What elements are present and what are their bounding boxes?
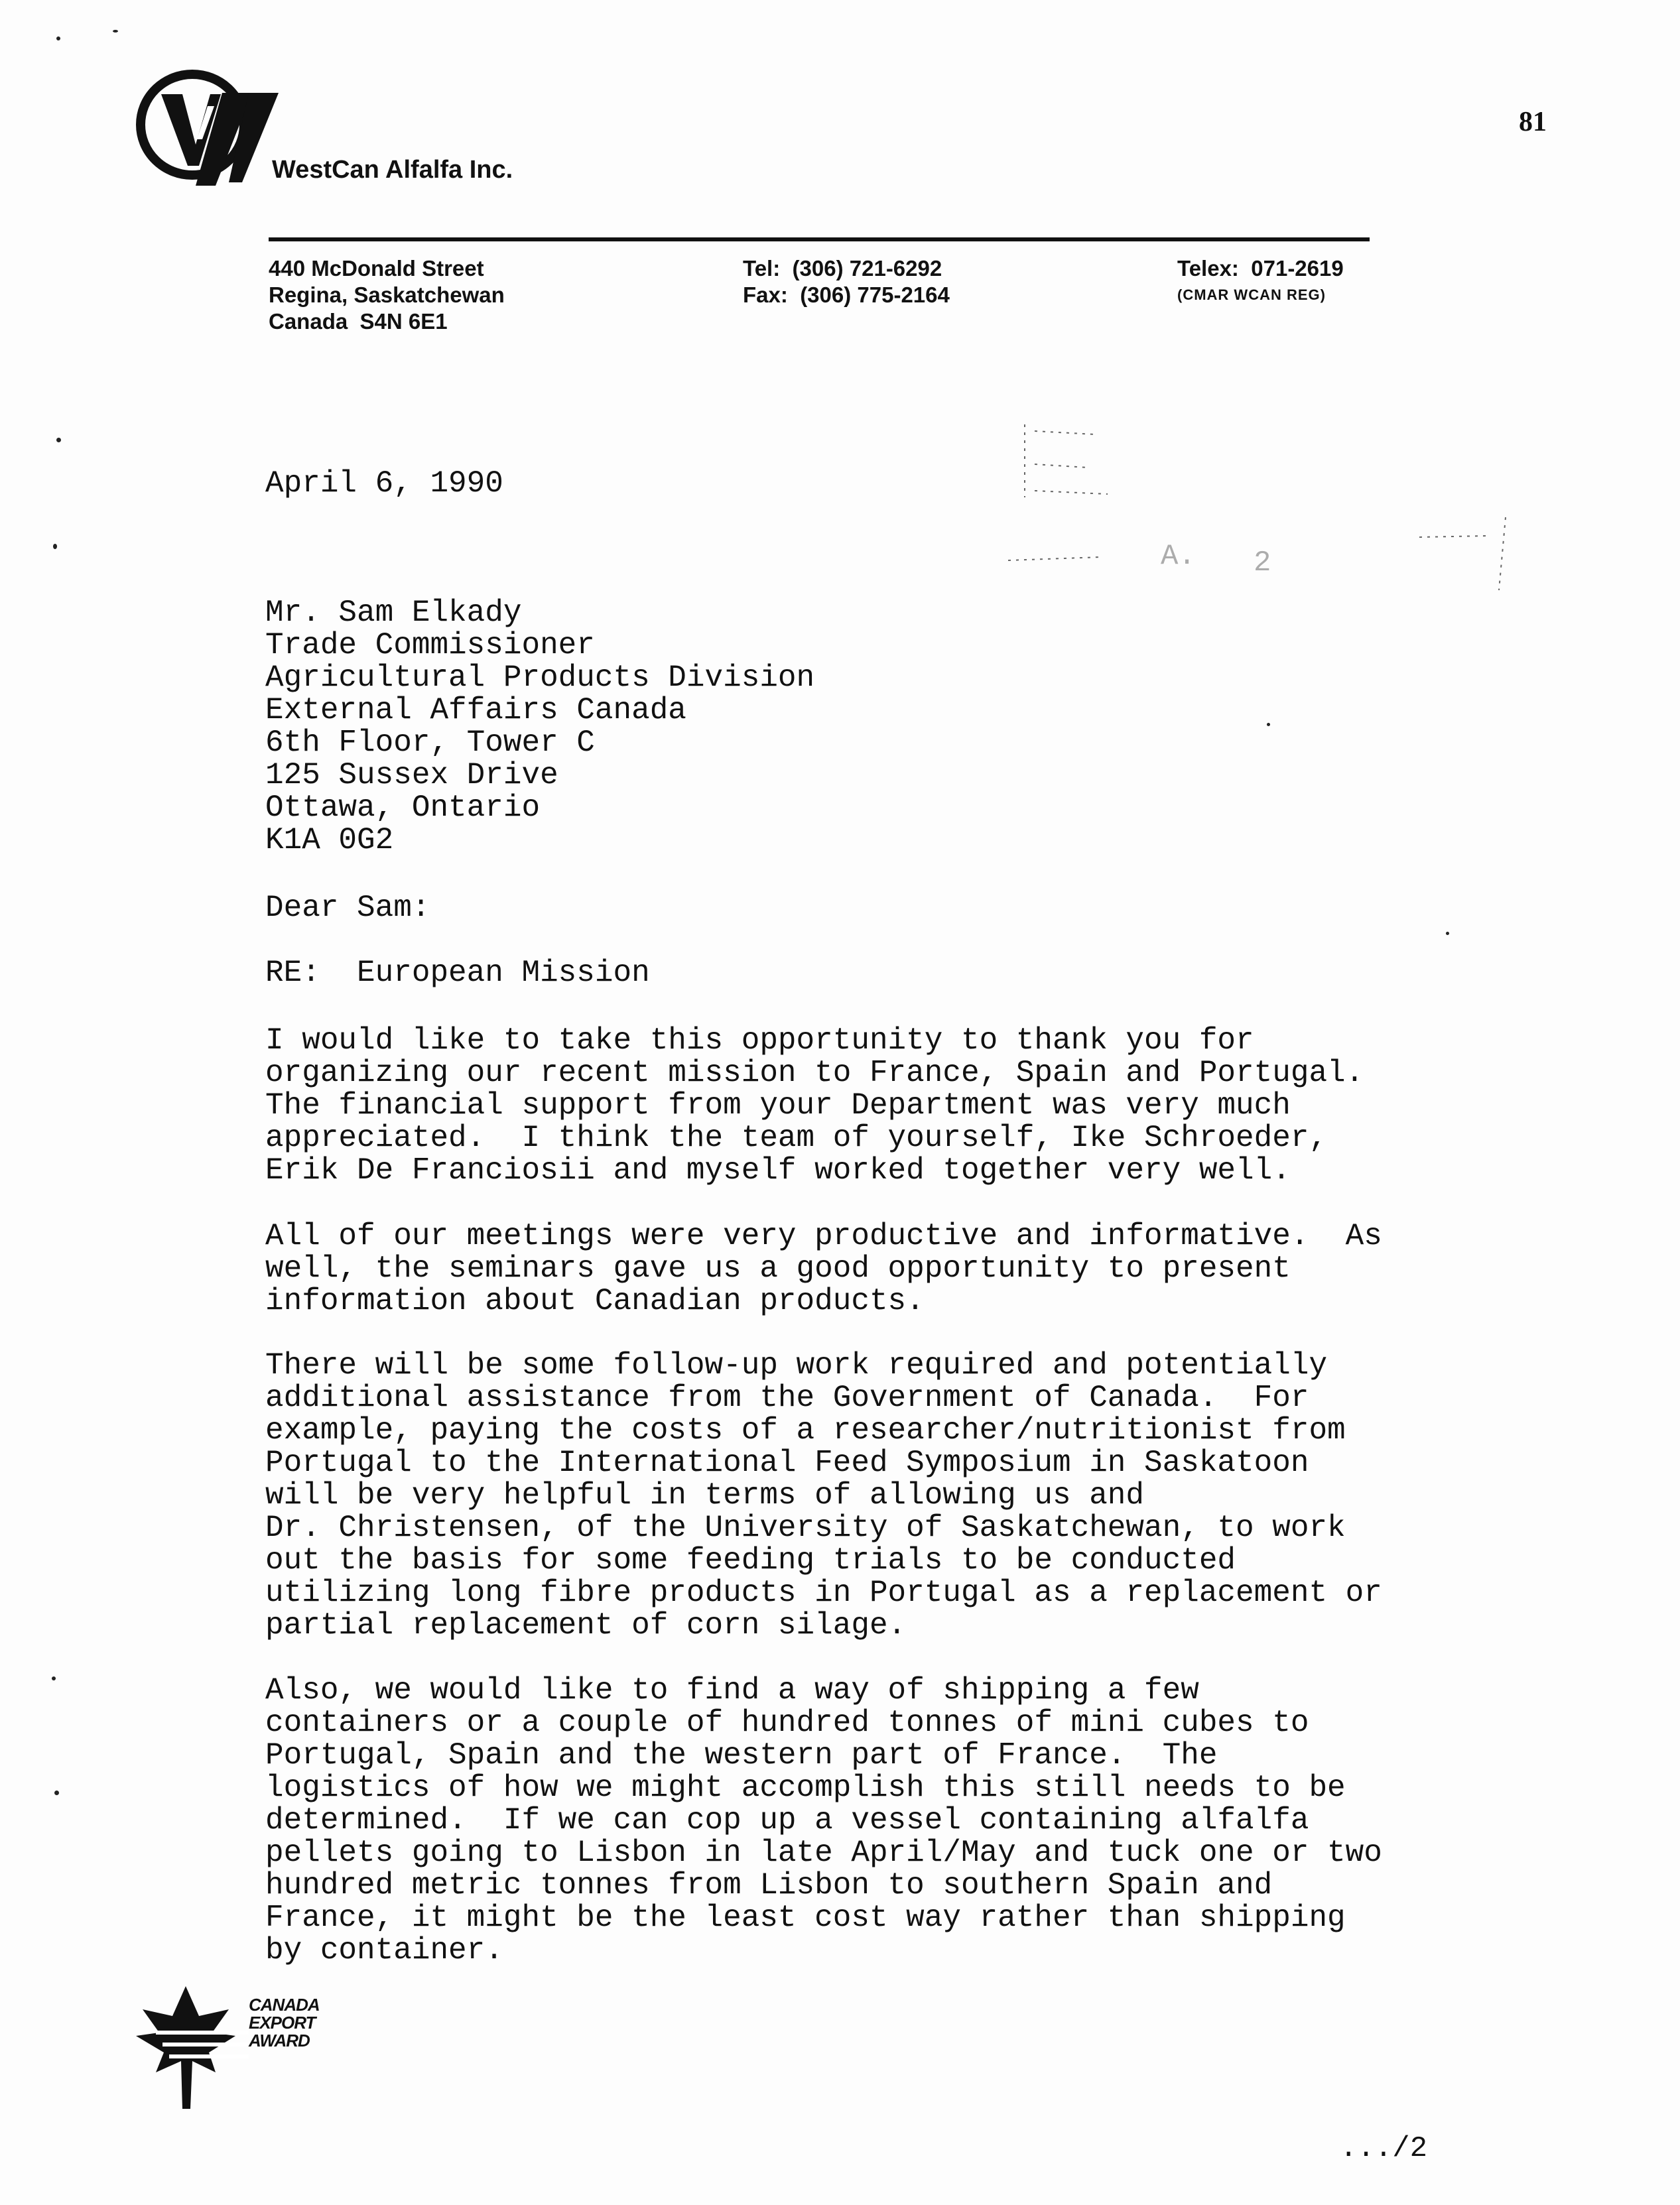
text-line: example, paying the costs of a researcher/nutritionist from	[265, 1413, 1346, 1448]
text-line: The financial support from your Department was very much	[265, 1088, 1291, 1123]
text-line: out the basis for some feeding trials to be conducted	[265, 1543, 1236, 1578]
text-line: determined. If we can cop up a vessel containing alfalfa	[265, 1803, 1309, 1838]
scan-speck	[56, 36, 60, 40]
fax-line: Fax: (306) 775-2164	[743, 283, 950, 307]
recipient-line: K1A 0G2	[265, 823, 394, 857]
award-line: CANADA	[249, 1995, 320, 2015]
text-line: Dr. Christensen, of the University of Saskatchewan, to work	[265, 1511, 1346, 1545]
letterhead-divider	[269, 237, 1370, 241]
recipient-line: Mr. Sam Elkady	[265, 596, 522, 630]
recipient-line: Agricultural Products Division	[265, 661, 815, 695]
text-line: information about Canadian products.	[265, 1284, 925, 1318]
telex-line: Telex: 071-2619	[1177, 256, 1344, 281]
paragraph-2	[265, 1220, 1382, 1318]
scan-speck	[54, 1791, 59, 1795]
text-line: containers or a couple of hundred tonnes of mini cubes to	[265, 1706, 1309, 1740]
text-line: All of our meetings were very productive and informative. As	[265, 1219, 1382, 1253]
scan-speck	[113, 30, 118, 32]
text-line: There will be some follow-up work required and potentially	[265, 1348, 1328, 1383]
text-line: partial replacement of corn silage.	[265, 1608, 907, 1643]
text-line: I would like to take this opportunity to thank you for	[265, 1023, 1254, 1058]
text-line: logistics of how we might accomplish this still needs to be	[265, 1771, 1346, 1805]
continued-marker: .../2	[1340, 2132, 1428, 2165]
text-line: will be very helpful in terms of allowing us and	[265, 1478, 1145, 1513]
recipient-address	[265, 597, 814, 857]
text-line: Erik De Franciosii and myself worked together very well.	[265, 1153, 1291, 1188]
scan-speck	[56, 438, 61, 442]
company-telex	[1177, 255, 1344, 308]
award-line: EXPORT	[249, 2013, 316, 2033]
telex-code: (CMAR WCAN REG)	[1177, 286, 1326, 303]
svg-text:A.: A.	[1161, 540, 1196, 573]
text-line: utilizing long fibre products in Portugal as a replacement or	[265, 1576, 1382, 1610]
page-number: 81	[1519, 107, 1547, 137]
address-line: Regina, Saskatchewan	[269, 283, 505, 307]
company-address	[269, 255, 505, 335]
received-stamp-icon	[995, 418, 1512, 590]
scan-speck	[52, 1676, 56, 1680]
text-line: Also, we would like to find a way of shipping a few	[265, 1673, 1199, 1708]
westcan-logo-icon	[136, 66, 279, 189]
scan-speck	[1446, 932, 1449, 935]
recipient-line: Trade Commissioner	[265, 628, 595, 662]
company-phone	[743, 255, 950, 308]
recipient-line: Ottawa, Ontario	[265, 790, 541, 825]
letter-date: April 6, 1990	[265, 466, 503, 501]
paragraph-4	[265, 1674, 1382, 1967]
text-line: organizing our recent mission to France, Spain and Portugal.	[265, 1056, 1364, 1090]
text-line: pellets going to Lisbon in late April/May and tuck one or two	[265, 1836, 1382, 1870]
text-line: Portugal to the International Feed Symposium in Saskatoon	[265, 1446, 1309, 1480]
scan-speck	[1267, 723, 1270, 726]
svg-text:2: 2	[1254, 546, 1271, 580]
recipient-line: External Affairs Canada	[265, 693, 686, 727]
paragraph-1	[265, 1025, 1364, 1187]
text-line: Portugal, Spain and the western part of France. The	[265, 1738, 1218, 1773]
text-line: hundred metric tonnes from Lisbon to southern Spain and	[265, 1868, 1273, 1903]
paragraph-3	[265, 1350, 1382, 1642]
text-line: appreciated. I think the team of yourself, Ike Schroeder,	[265, 1121, 1328, 1155]
award-label	[249, 1996, 320, 2050]
recipient-line: 6th Floor, Tower C	[265, 725, 595, 760]
recipient-line: 125 Sussex Drive	[265, 758, 558, 792]
scan-speck	[53, 544, 57, 549]
text-line: well, the seminars gave us a good opportunity to present	[265, 1251, 1291, 1286]
salutation: Dear Sam:	[265, 891, 430, 925]
tel-line: Tel: (306) 721-6292	[743, 256, 942, 281]
address-line: Canada S4N 6E1	[269, 309, 448, 334]
address-line: 440 McDonald Street	[269, 256, 484, 281]
text-line: additional assistance from the Government of Canada. For	[265, 1381, 1309, 1415]
award-line: AWARD	[249, 2031, 310, 2050]
company-name: WestCan Alfalfa Inc.	[272, 156, 513, 184]
subject-line: RE: European Mission	[265, 956, 650, 990]
text-line: by container.	[265, 1933, 503, 1968]
text-line: France, it might be the least cost way rather than shipping	[265, 1901, 1346, 1935]
